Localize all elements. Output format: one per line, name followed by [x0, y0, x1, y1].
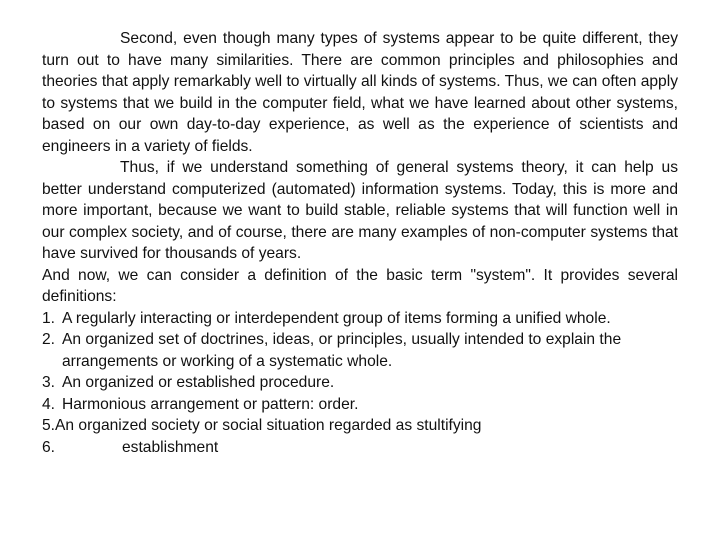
- definition-text: A regularly interacting or interdependent group of items forming a unified whole.: [62, 309, 611, 327]
- definition-text: An organized or established procedure.: [62, 374, 335, 391]
- paragraph-general-systems-theory: Thus, if we understand something of general systems theory, it can help us better understand computerized (automated) information systems. Today, this is more and more important, because we want to build stable, reliable systems that will function well in our complex society, and of course, there are many examples of non-computer systems that have survived for thousands of years.: [42, 159, 678, 262]
- definition-item-3: [42, 372, 678, 394]
- definition-text: Harmonious arrangement or pattern: order.: [62, 395, 359, 413]
- definition-text: establishment: [122, 438, 219, 456]
- definition-number: 1.: [42, 309, 56, 327]
- definition-number: 3.: [42, 374, 56, 391]
- definition-item-2: [42, 329, 678, 372]
- definition-number: 4.: [42, 395, 56, 413]
- definition-number: 6.: [42, 438, 56, 456]
- definition-item-4: [42, 394, 678, 416]
- definitions-list: [42, 308, 678, 459]
- paragraph-definition-intro: And now, we can consider a definition of the basic term "system". It provides several definitions:: [42, 266, 678, 305]
- definition-number: 2.: [42, 331, 56, 348]
- definition-item-1: [42, 308, 678, 330]
- paragraph-similarities: Second, even though many types of systems appear to be quite different, they turn out to have many similarities. There are common principles and philosophies and theories that apply remarkably well to virtually all kinds of systems. Thus, we can often apply to systems that we build in the computer field, what we have learned about other systems, based on our own day-to-day experience, as well as the experience of scientists and engineers in a variety of fields.: [42, 30, 678, 155]
- definition-text: An organized set of doctrines, ideas, or principles, usually intended to explain the arrangements or working of a systematic whole.: [62, 331, 622, 370]
- definition-text: An organized society or social situation regarded as stultifying: [55, 417, 482, 434]
- definition-number: 5.: [42, 417, 56, 434]
- definition-item-5: [42, 415, 678, 437]
- definition-item-6: [42, 437, 678, 459]
- document-body: [42, 28, 678, 458]
